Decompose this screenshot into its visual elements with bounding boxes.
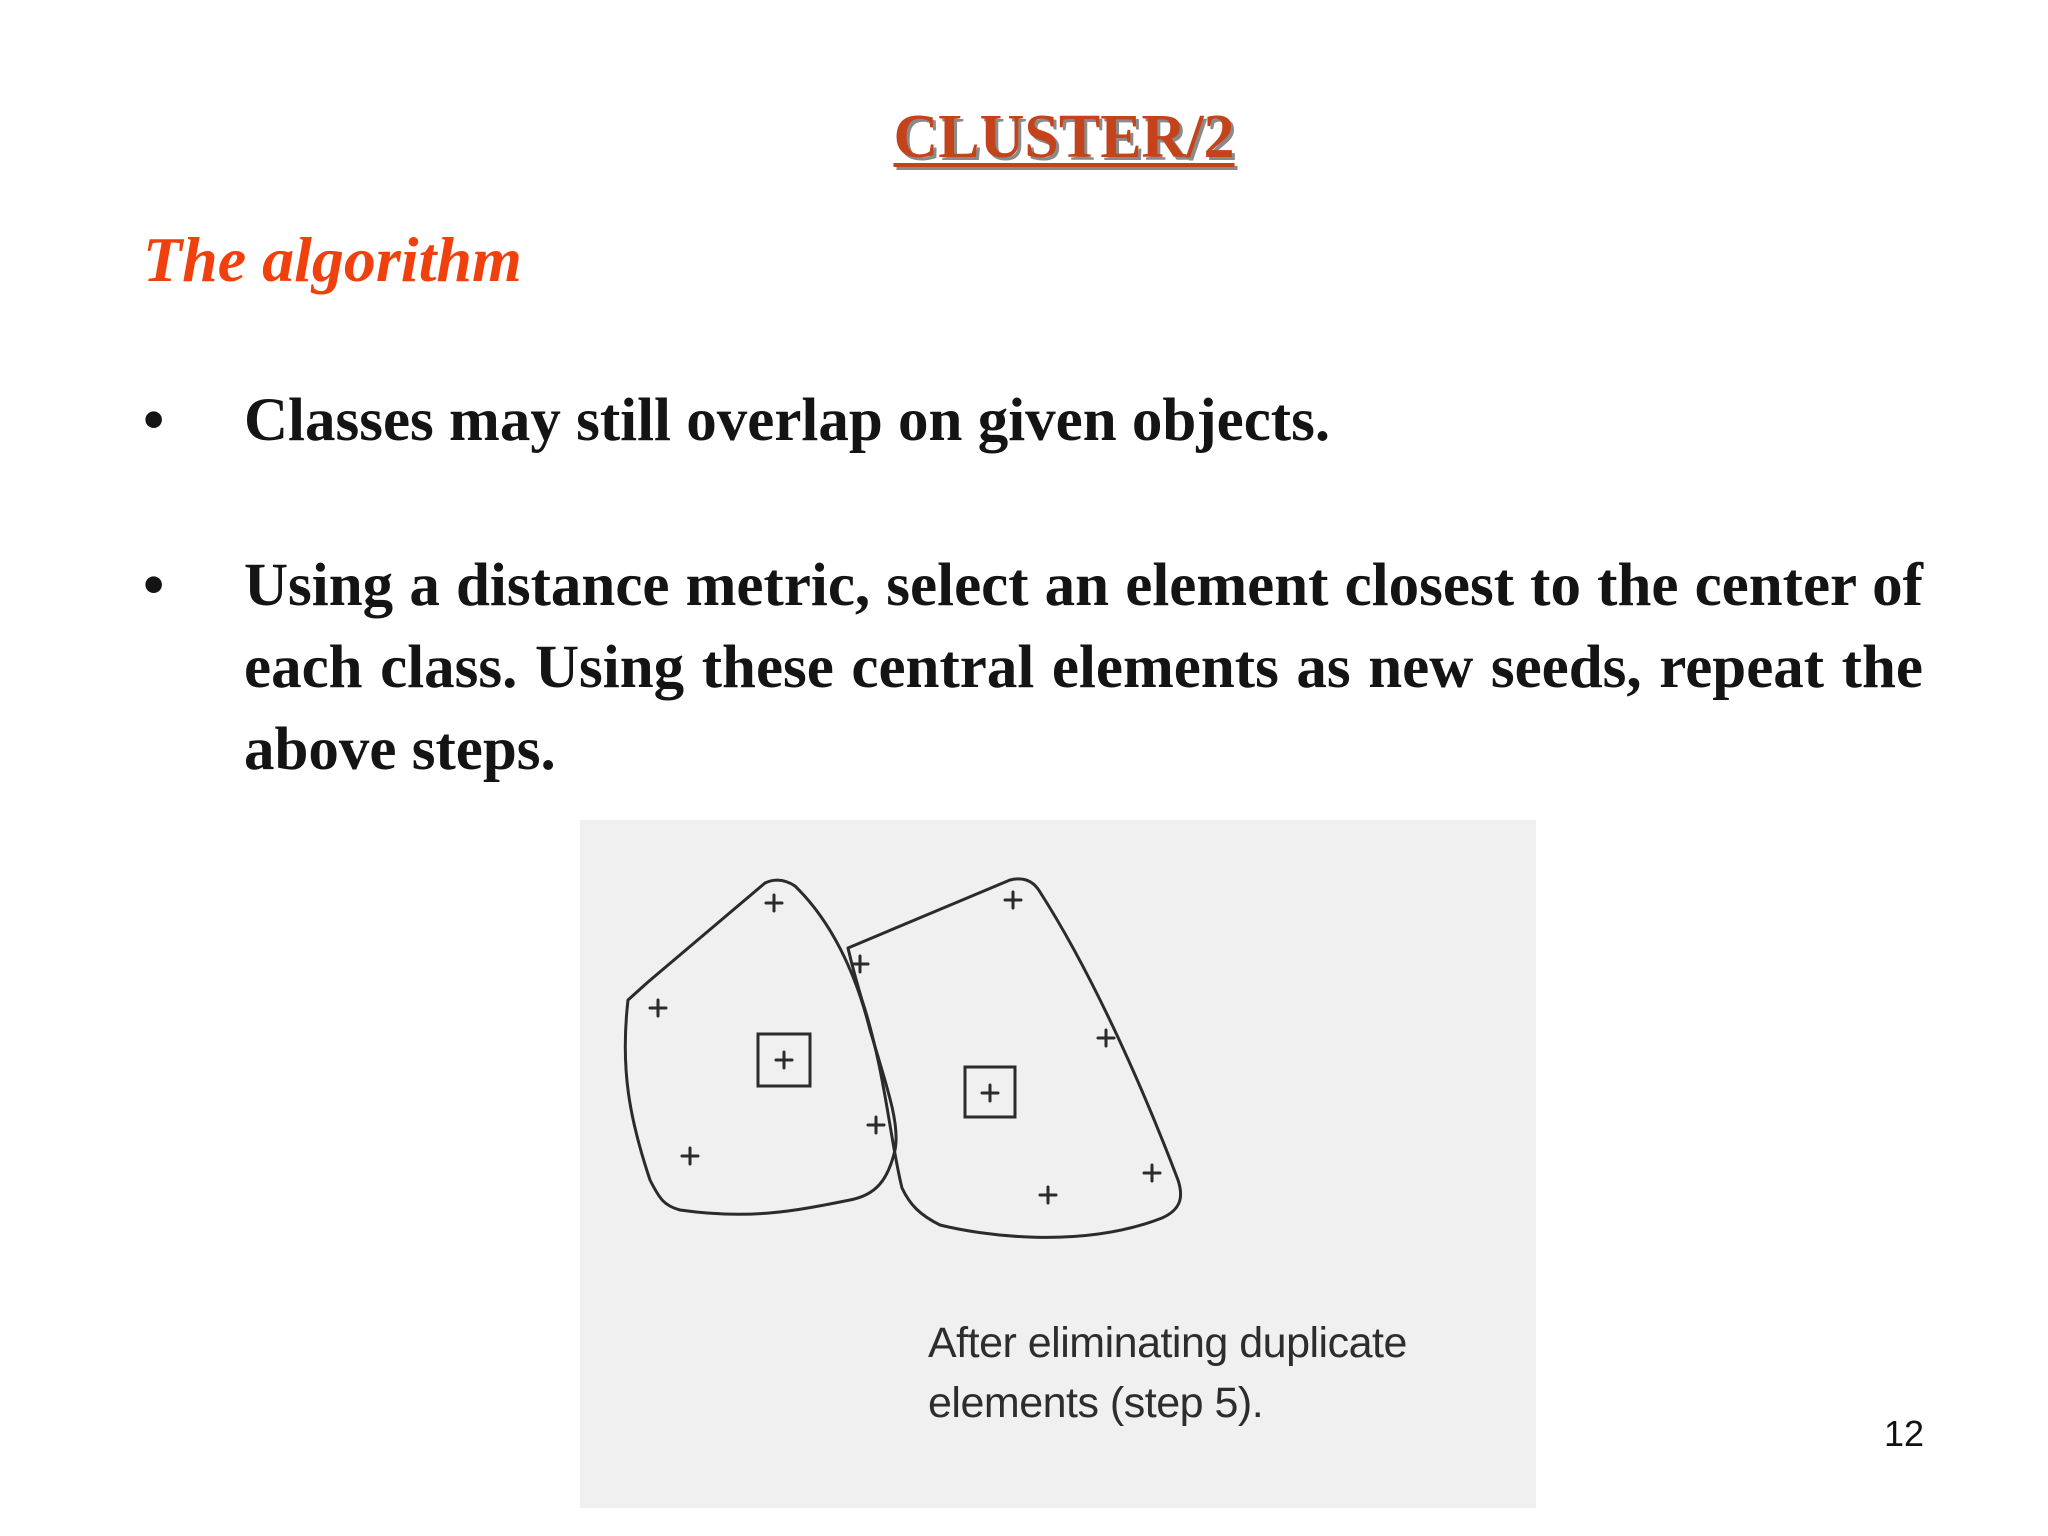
plus-icon xyxy=(1005,892,1021,908)
bullet-icon: • xyxy=(143,552,165,619)
bullet-list xyxy=(143,380,1923,791)
cluster-boundary-left xyxy=(625,880,896,1214)
plus-icon xyxy=(776,1052,792,1068)
page-number: 12 xyxy=(1883,1413,1924,1454)
cluster-boundary-right xyxy=(848,879,1181,1238)
plus-icon xyxy=(1040,1187,1056,1203)
section-heading: The algorithm xyxy=(143,224,522,295)
plus-icon xyxy=(1098,1030,1114,1046)
bullet-item xyxy=(143,545,1923,791)
figure-caption xyxy=(928,1313,1407,1433)
cluster-diagram xyxy=(580,820,1536,1508)
caption-line: After eliminating duplicate xyxy=(928,1319,1407,1367)
plus-icon xyxy=(766,895,782,911)
bullet-item xyxy=(143,380,1923,462)
slide-title: CLUSTER/2 xyxy=(893,103,1235,171)
plus-icon xyxy=(868,1117,884,1133)
caption-line: elements (step 5). xyxy=(928,1379,1264,1427)
bullet-text: Classes may still overlap on given objects. xyxy=(244,387,1331,454)
bullet-text: Using a distance metric, select an element closest to the center of each class. Using these central elements as new seeds, repeat the above steps. xyxy=(244,552,1923,783)
plus-icon xyxy=(982,1085,998,1101)
bullet-icon: • xyxy=(143,387,165,454)
plus-icon xyxy=(682,1148,698,1164)
plus-icon xyxy=(1144,1165,1160,1181)
plus-icon xyxy=(650,1000,666,1016)
